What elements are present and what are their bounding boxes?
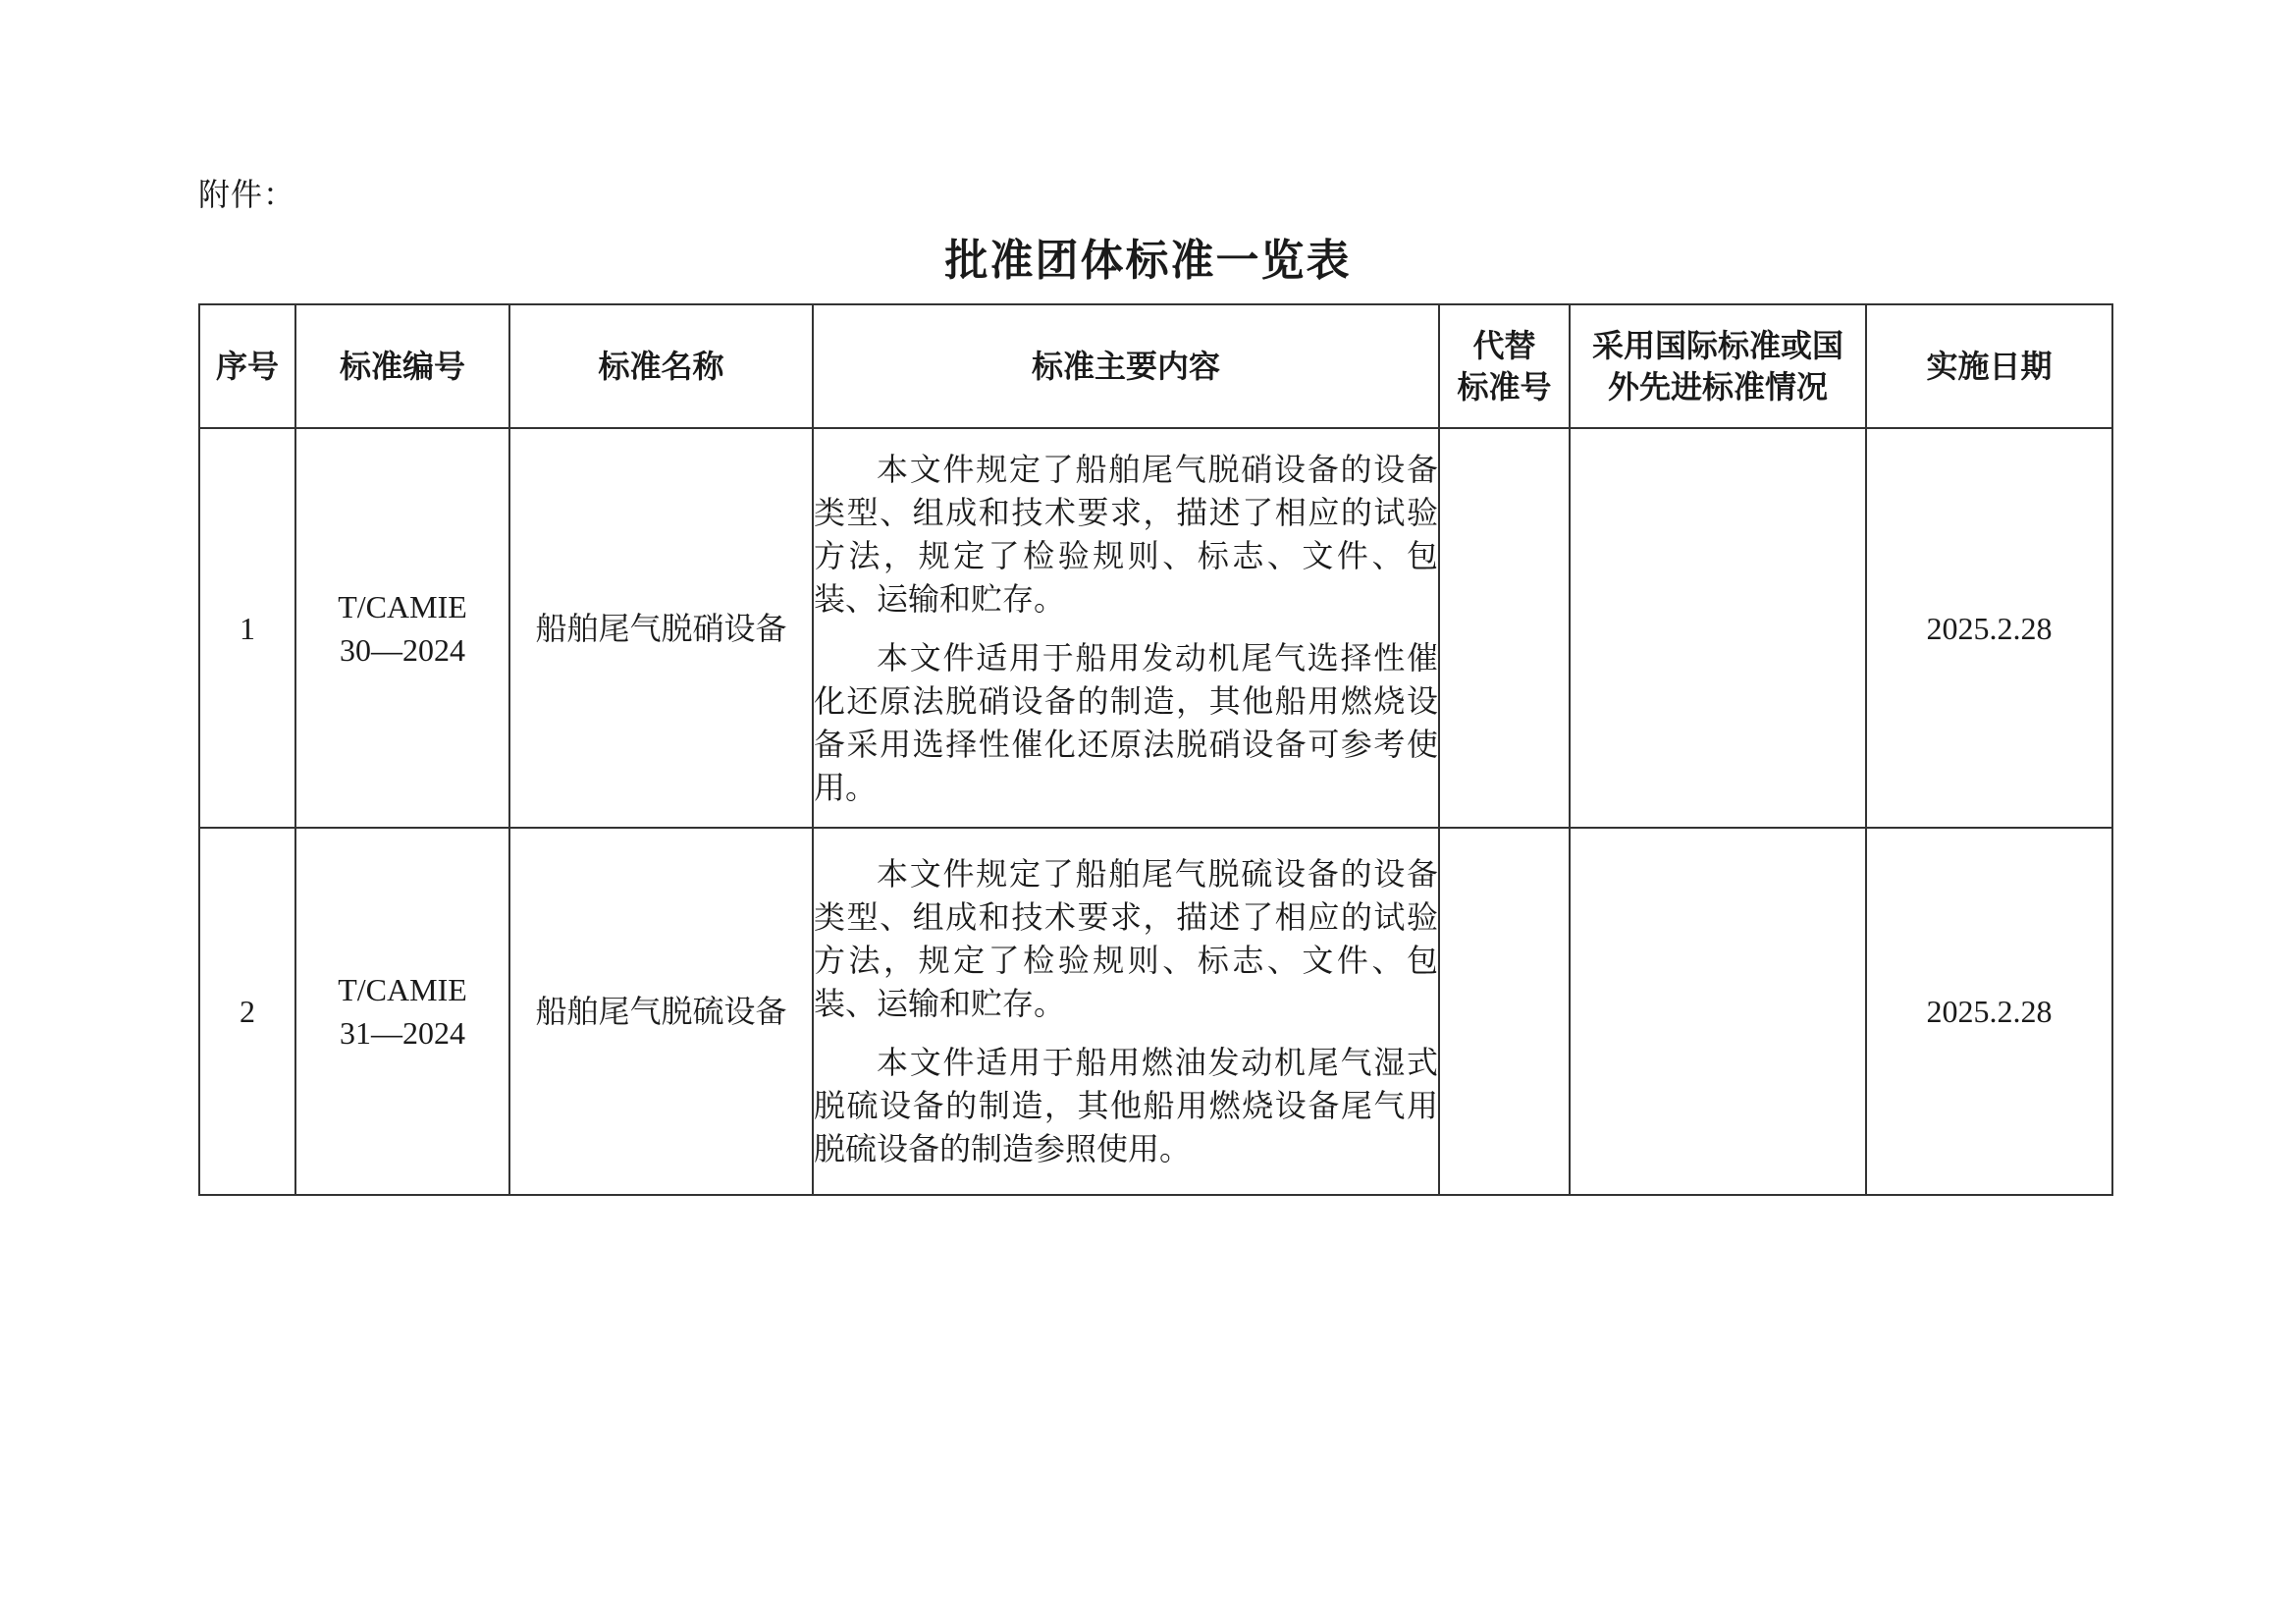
row-date: 2025.2.28 xyxy=(1866,828,2112,1195)
row-index: 1 xyxy=(199,428,295,828)
row-content-paragraph-2: 本文件适用于船用发动机尾气选择性催化还原法脱硝设备的制造，其他船用燃烧设备采用选择性催化还原法脱硝设备可参考使用。 xyxy=(814,638,1438,806)
row-content-paragraph-2: 本文件适用于船用燃油发动机尾气湿式脱硫设备的制造，其他船用燃烧设备尾气用脱硫设备的制造参照使用。 xyxy=(814,1044,1438,1167)
table-header-row xyxy=(199,304,2112,428)
row-code-line1: T/CAMIE xyxy=(338,588,467,624)
row-intl xyxy=(1570,428,1866,828)
row-name: 船舶尾气脱硝设备 xyxy=(509,428,813,828)
header-content: 标准主要内容 xyxy=(813,304,1439,428)
header-replaces-line1: 代替 xyxy=(1472,327,1536,364)
standards-table xyxy=(198,303,2113,1196)
row-content-paragraph-1: 本文件规定了船舶尾气脱硫设备的设备类型、组成和技术要求，描述了相应的试验方法，规定了检验规则、标志、文件、包装、运输和贮存。 xyxy=(814,855,1438,1022)
row-intl xyxy=(1570,828,1866,1195)
row-date: 2025.2.28 xyxy=(1866,428,2112,828)
document-title: 批准团体标准一览表 xyxy=(944,236,1352,286)
row-content-paragraph-1: 本文件规定了船舶尾气脱硝设备的设备类型、组成和技术要求，描述了相应的试验方法，规定了检验规则、标志、文件、包装、运输和贮存。 xyxy=(814,450,1438,618)
table-row xyxy=(199,428,2112,828)
row-content xyxy=(813,428,1439,828)
row-code xyxy=(295,428,509,828)
attachment-label: 附件： xyxy=(198,176,296,213)
row-index: 2 xyxy=(199,828,295,1195)
header-replaces xyxy=(1439,304,1570,428)
row-replaces xyxy=(1439,828,1570,1195)
table-row xyxy=(199,828,2112,1195)
header-intl-line2: 外先进标准情况 xyxy=(1607,368,1828,406)
row-code xyxy=(295,828,509,1195)
row-code-line1: T/CAMIE xyxy=(338,972,467,1007)
header-name: 标准名称 xyxy=(509,304,813,428)
row-code-line2: 30—2024 xyxy=(340,631,465,668)
row-replaces xyxy=(1439,428,1570,828)
header-replaces-line2: 标准号 xyxy=(1457,368,1552,406)
header-date: 实施日期 xyxy=(1866,304,2112,428)
header-index: 序号 xyxy=(199,304,295,428)
row-content xyxy=(813,828,1439,1195)
header-intl xyxy=(1570,304,1866,428)
header-intl-line1: 采用国际标准或国 xyxy=(1591,327,1843,364)
row-name: 船舶尾气脱硫设备 xyxy=(509,828,813,1195)
header-code: 标准编号 xyxy=(295,304,509,428)
row-code-line2: 31—2024 xyxy=(340,1015,465,1051)
